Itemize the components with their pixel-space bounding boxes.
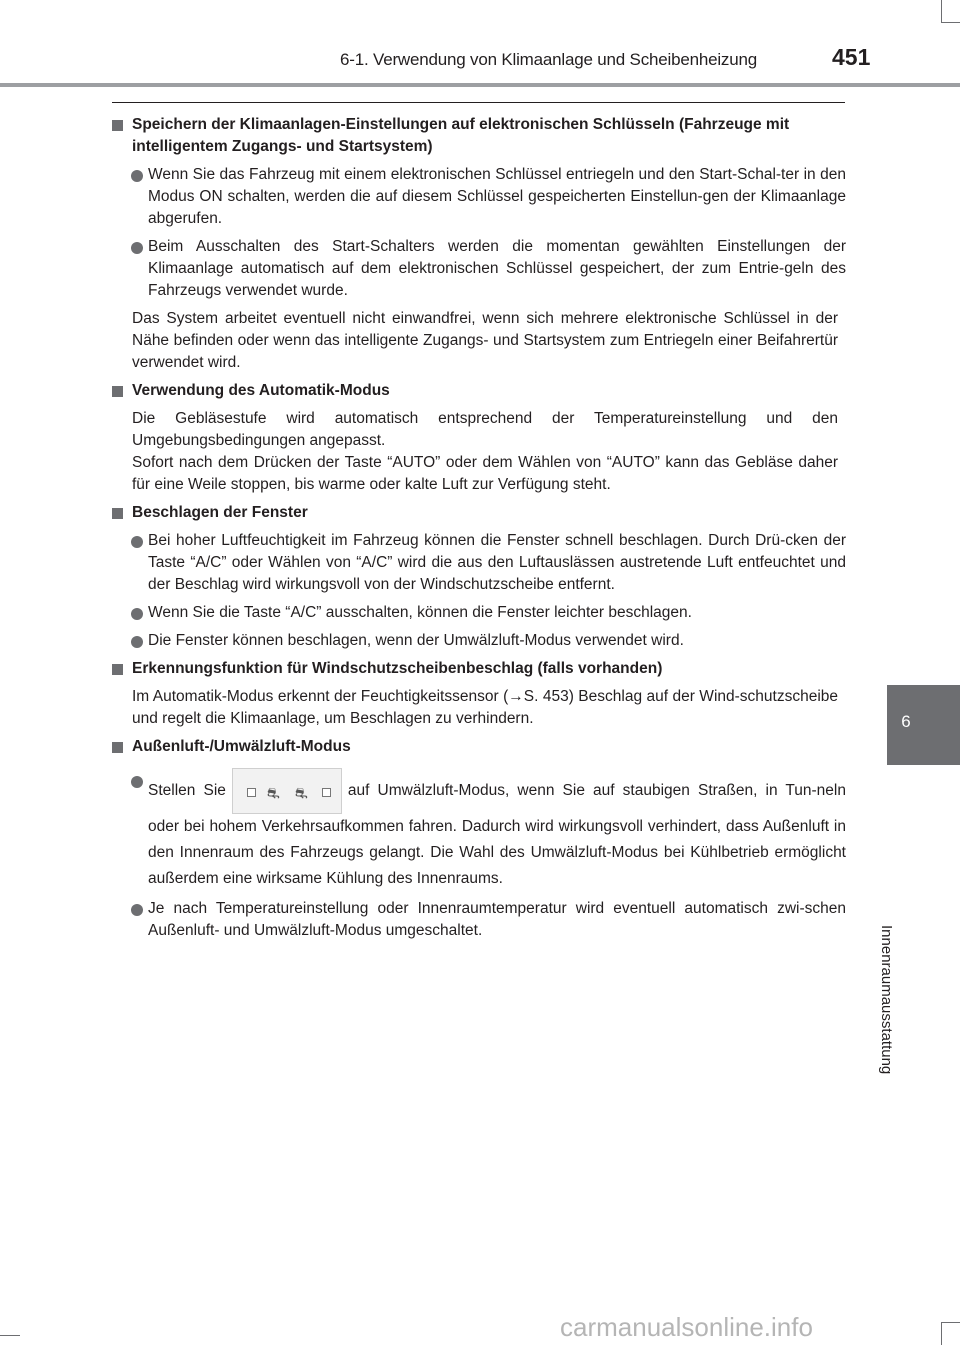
circle-bullet-icon <box>131 776 143 788</box>
bullet-item: Je nach Temperatureinstellung oder Innenraumtemperatur wird eventuell automatisch zwi-schen Außenluft- und Umwälzluft-Modus umgeschaltet. <box>112 898 846 942</box>
crop-mark <box>941 22 960 23</box>
watermark: carmanualsonline.info <box>560 1312 813 1342</box>
crop-mark <box>941 1322 960 1323</box>
section-heading: Beschlagen der Fenster <box>112 502 846 524</box>
square-bullet-icon <box>112 664 123 675</box>
bullet-item: Wenn Sie das Fahrzeug mit einem elektronischen Schlüssel entriegeln und den Start-Schal-ter in den Modus ON schalten, werden die auf diesem Schlüssel gespeicherten Einstellun-gen der Klimaanlage abgerufen. <box>112 164 846 230</box>
bullet-item: Stellen Sie ⛐ ⛐ auf Umwälzluft-Modus, wenn Sie auf staubigen Straßen, in Tun-neln oder bei hohem Verkehrsaufkommen fahren. Dadurch wird wirkungsvoll verhindert, dass Außenluft in den Innenraum des Fahrzeugs gelangt. Die Wahl des Umwälzluft-Modus bei Kühlbetrieb ermöglicht außerdem eine wirksame Kühlung des Innenraums. <box>112 768 846 892</box>
circle-bullet-icon <box>131 242 143 254</box>
chapter-side-label: Innenraumausstattung <box>878 925 895 1075</box>
section-heading: Speichern der Klimaanlagen-Einstellungen auf elektronischen Schlüsseln (Fahrzeuge mit intelligentem Zugangs- und Startsystem) <box>112 114 846 158</box>
chapter-number: 6 <box>901 712 911 731</box>
circle-bullet-icon <box>131 536 143 548</box>
air-recirculation-button-icon: ⛐ ⛐ <box>232 768 342 814</box>
bullet-item: Die Fenster können beschlagen, wenn der Umwälzluft-Modus verwendet wird. <box>112 630 846 652</box>
running-header-title: 6-1. Verwendung von Klimaanlage und Scheibenheizung <box>340 50 757 69</box>
circle-bullet-icon <box>131 636 143 648</box>
paragraph: Das System arbeitet eventuell nicht einwandfrei, wenn sich mehrere elektronische Schlüssel in der Nähe befinden oder wenn das intelligente Zugangs- und Startsystem zum Entriegeln einer Beifahrertür verwendet wird. <box>132 310 838 371</box>
section-heading: Außenluft-/Umwälzluft-Modus <box>112 736 846 758</box>
section-heading: Verwendung des Automatik-Modus <box>112 380 846 402</box>
circle-bullet-icon <box>131 608 143 620</box>
bullet-item: Beim Ausschalten des Start-Schalters werden die momentan gewählten Einstellungen der Klimaanlage automatisch auf dem elektronischen Schlüssel gespeichert, der zum Entrie-geln des Fahrzeugs verwendet wurde. <box>112 236 846 302</box>
arrow-icon: → <box>508 688 524 705</box>
square-bullet-icon <box>112 742 123 753</box>
bullet-item: Bei hoher Luftfeuchtigkeit im Fahrzeug können die Fenster schnell beschlagen. Durch Drü-cken der Taste “A/C” oder Wählen von “A/C” wird die aus den Luftauslässen austretende Luft entfeuchtet und der Beschlag wird wirkungsvoll von der Windschutzscheibe entfernt. <box>112 530 846 596</box>
page-reference[interactable]: S. 453 <box>523 688 569 705</box>
paragraph: Sofort nach dem Drücken der Taste “AUTO” oder dem Wählen von “AUTO” kann das Gebläse daher für eine Weile stoppen, bis warme oder kalte Luft zur Verfügung steht. <box>132 454 838 493</box>
circle-bullet-icon <box>131 170 143 182</box>
paragraph: Im Automatik-Modus erkennt der Feuchtigkeitssensor (→S. 453) Beschlag auf der Wind-schutzscheibe und regelt die Klimaanlage, um Beschlagen zu verhindern. <box>132 688 839 727</box>
paragraph: Die Gebläsestufe wird automatisch entsprechend der Temperatureinstellung und den Umgebungsbedingungen angepasst. <box>132 410 838 449</box>
circle-bullet-icon <box>131 904 143 916</box>
square-bullet-icon <box>112 386 123 397</box>
page-content <box>112 114 846 942</box>
crop-mark <box>941 1322 942 1345</box>
square-bullet-icon <box>112 120 123 131</box>
section-heading: Erkennungsfunktion für Windschutzscheibenbeschlag (falls vorhanden) <box>112 658 846 680</box>
square-bullet-icon <box>112 508 123 519</box>
content-top-rule <box>112 102 845 103</box>
crop-mark <box>0 1335 20 1336</box>
crop-mark <box>941 0 942 22</box>
page-number: 451 <box>832 44 871 70</box>
header-rule <box>0 83 960 87</box>
bullet-item: Wenn Sie die Taste “A/C” ausschalten, können die Fenster leichter beschlagen. <box>112 602 846 624</box>
